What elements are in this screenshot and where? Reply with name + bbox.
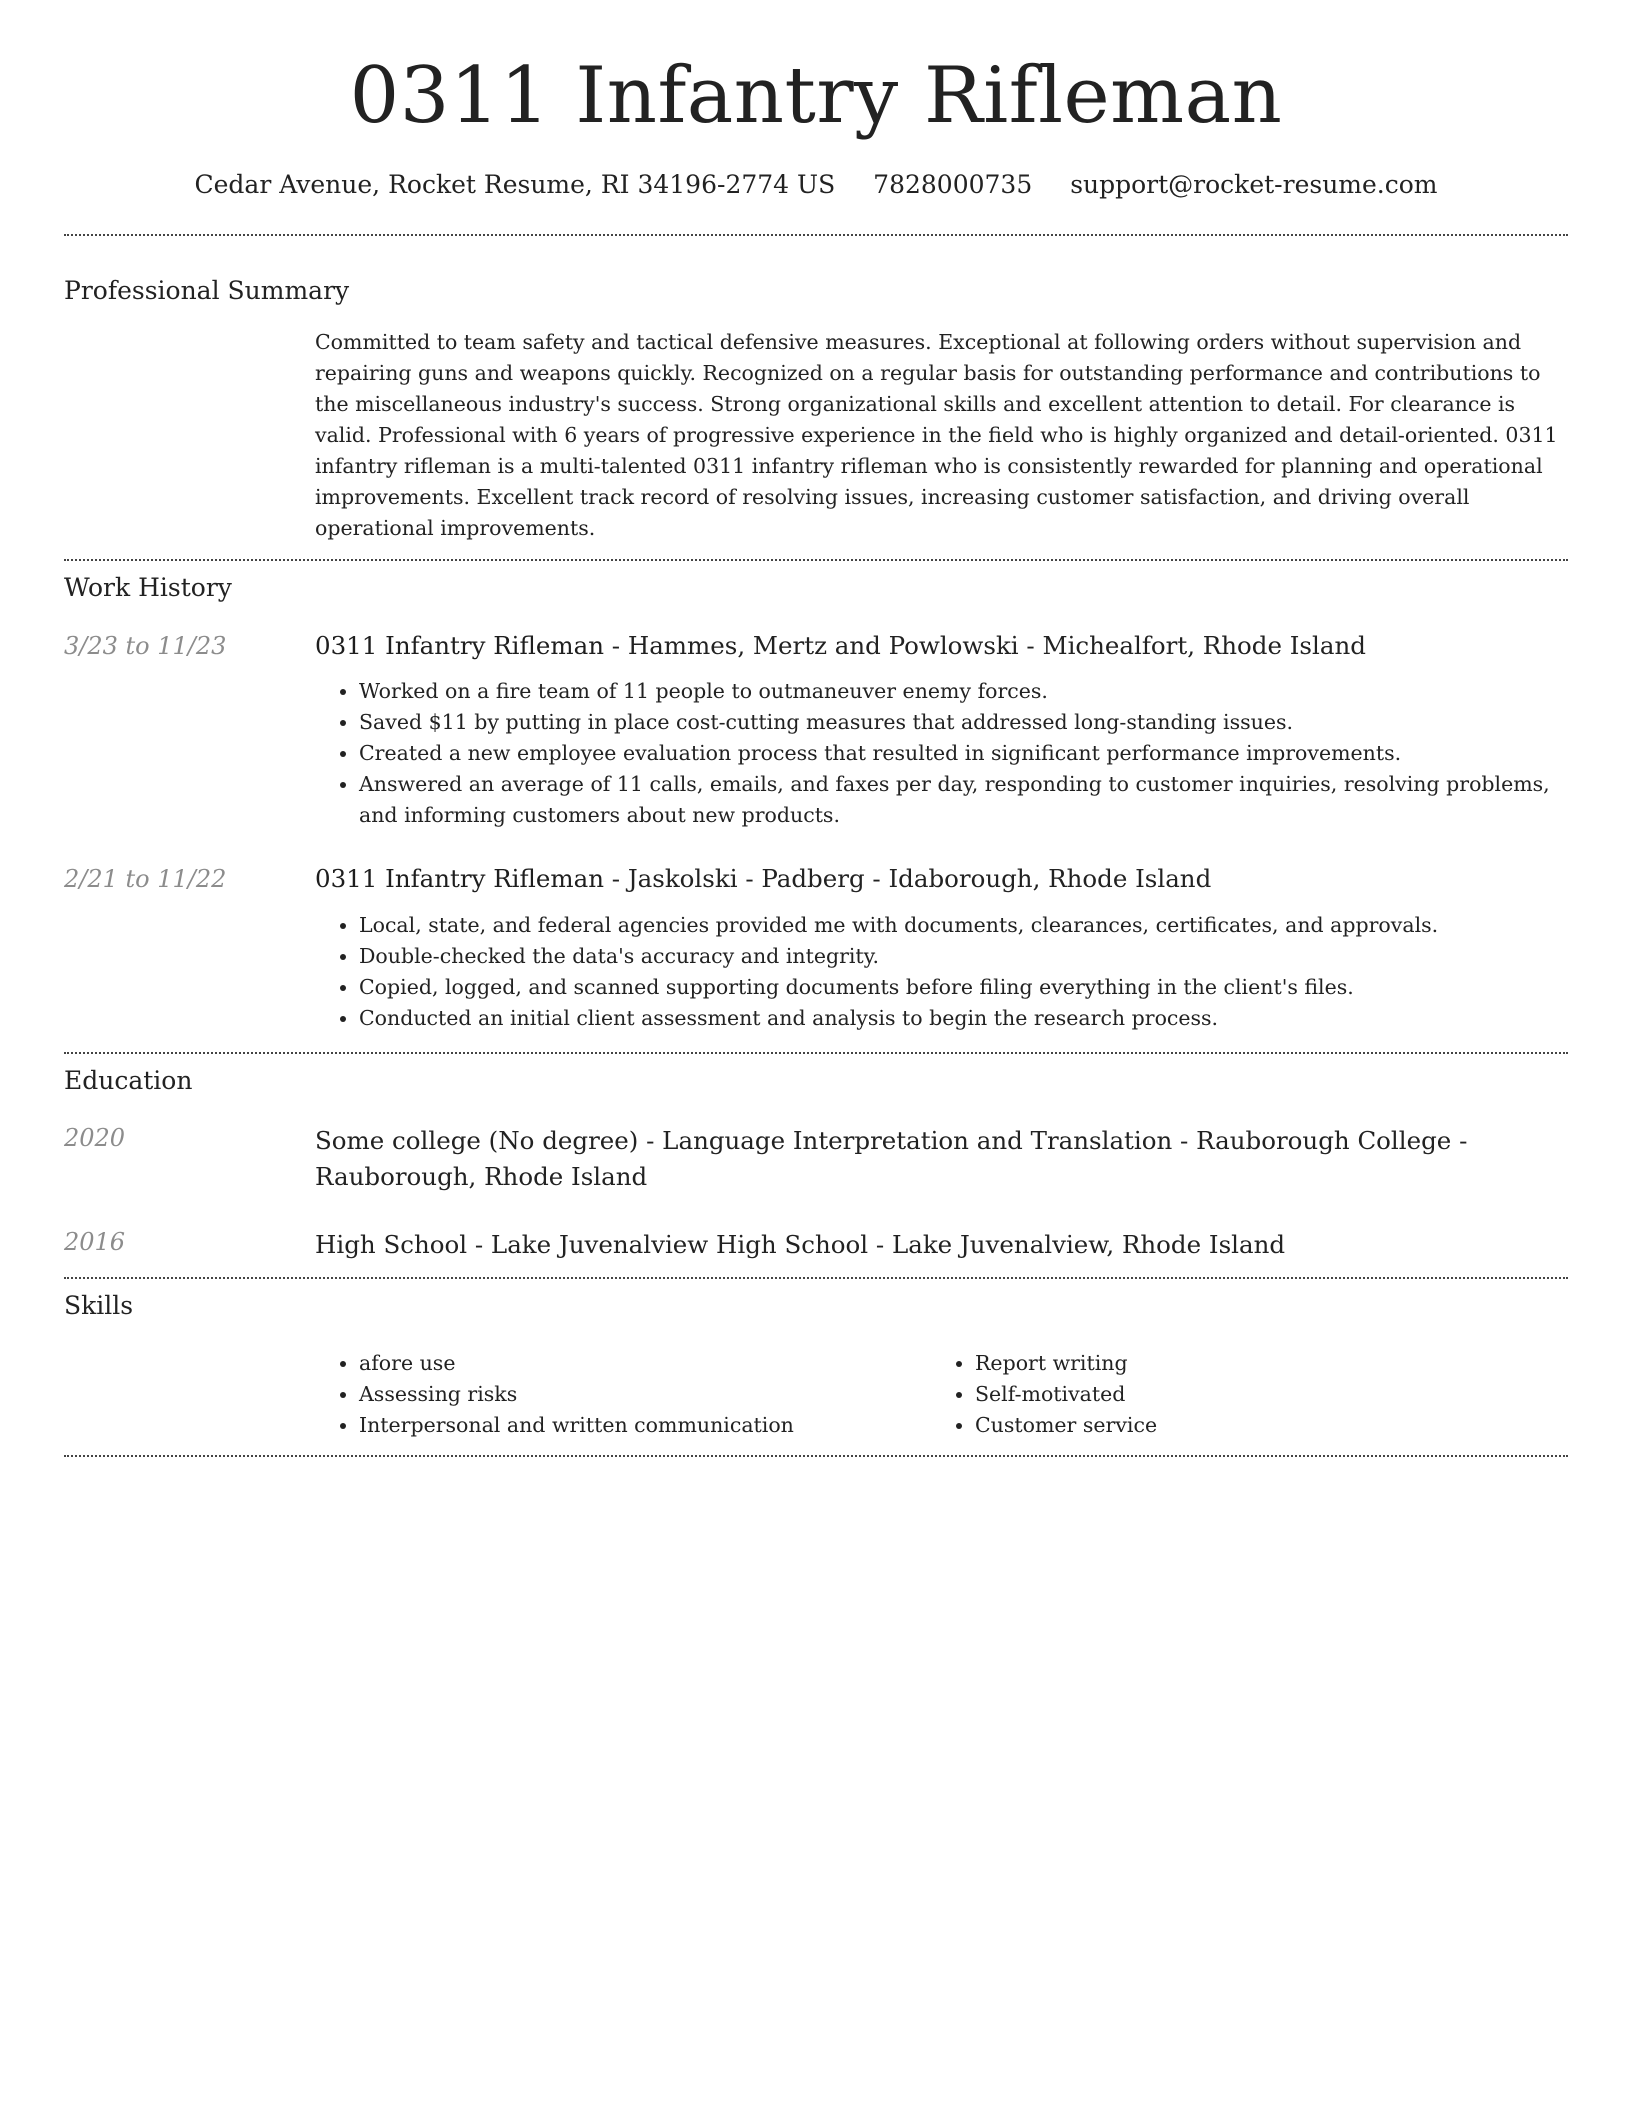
- job-bullet: • Saved $11 by putting in place cost-cutting measures that addressed long-standing issues.: [359, 707, 1568, 738]
- skills-column: [931, 1348, 1157, 1441]
- job-position: 0311 Infantry Rifleman: [315, 864, 604, 894]
- education-school: - Lake Juvenalview High School - Lake Juvenalview, Rhode Island: [467, 1229, 1286, 1259]
- job-bullet: • Worked on a fire team of 11 people to outmaneuver enemy forces.: [359, 676, 1568, 707]
- education-entry: [64, 1227, 1568, 1263]
- skill-item: • Assessing risks: [359, 1379, 931, 1410]
- job-bullet: • Double-checked the data's accuracy and integrity.: [359, 941, 1568, 972]
- summary-section: [64, 236, 1568, 544]
- skill-item: • Customer service: [975, 1410, 1157, 1441]
- skill-item: • Self-motivated: [975, 1379, 1157, 1410]
- education-entry: [64, 1123, 1568, 1195]
- skills-grid: [315, 1348, 1568, 1441]
- job-entry: [64, 864, 1568, 1034]
- job-position: 0311 Infantry Rifleman: [315, 630, 604, 660]
- skill-item: • Report writing: [975, 1348, 1157, 1379]
- phone: 7828000735: [873, 169, 1033, 199]
- job-bullet: • Copied, logged, and scanned supporting documents before filing everything in the client's files.: [359, 972, 1568, 1003]
- skills-column: [315, 1348, 931, 1441]
- candidate-name: 0311 Infantry Rifleman: [349, 51, 1283, 141]
- summary-text: Committed to team safety and tactical defensive measures. Exceptional at following orders without supervision and repairing guns and weapons quickly. Recognized on a regular basis for outstanding performance and contributions to the miscellaneous industry's success. Strong organizational skills and excellent attention to detail. For clearance is valid. Professional with 6 years of progressive experience in the field who is highly organized and detail-oriented. 0311 infantry rifleman is a multi-talented 0311 infantry rifleman who is consistently rewarded for planning and operational improvements. Excellent track record of resolving issues, increasing customer satisfaction, and driving overall operational improvements.: [315, 329, 1558, 540]
- job-employer-location: - Jaskolski - Padberg - Idaborough, Rhode Island: [603, 864, 1212, 894]
- address: Cedar Avenue, Rocket Resume, RI 34196-2774 US: [194, 169, 836, 199]
- job-bullet: • Created a new employee evaluation process that resulted in significant performance improvements.: [359, 738, 1568, 769]
- job-heading: [315, 631, 1568, 662]
- education-detail: [315, 1227, 1568, 1263]
- job-heading: [315, 864, 1568, 895]
- resume-page: [64, 0, 1568, 1457]
- job-employer-location: - Hammes, Mertz and Powlowski - Michealfort, Rhode Island: [603, 630, 1366, 660]
- job-bullets: [315, 910, 1568, 1034]
- education-detail: [315, 1123, 1568, 1195]
- education-degree: High School: [315, 1229, 468, 1259]
- education-section: [64, 1054, 1568, 1263]
- education-school: - Rauborough College - Rauborough, Rhode Island: [315, 1125, 1468, 1191]
- work-history-title: Work History: [64, 572, 232, 602]
- job-bullet: • Conducted an initial client assessment and analysis to begin the research process.: [359, 1003, 1568, 1034]
- job-bullets: [315, 676, 1568, 831]
- contact-line: [64, 170, 1568, 200]
- skills-divider: [64, 1455, 1568, 1457]
- email: support@rocket-resume.com: [1070, 169, 1438, 199]
- education-year: 2016: [64, 1227, 126, 1256]
- job-dates: 2/21 to 11/22: [64, 865, 227, 894]
- skills-section: [64, 1279, 1568, 1441]
- job-dates: 3/23 to 11/23: [64, 631, 227, 660]
- skill-item: • afore use: [359, 1348, 931, 1379]
- summary-title: Professional Summary: [64, 275, 350, 305]
- job-bullet: • Answered an average of 11 calls, emails, and faxes per day, responding to customer inquiries, resolving problems, and informing customers about new products.: [359, 769, 1568, 831]
- skills-title: Skills: [64, 1290, 134, 1320]
- education-title: Education: [64, 1065, 193, 1095]
- education-degree: Some college (No degree) - Language Interpretation and Translation: [315, 1125, 1173, 1155]
- job-entry: [64, 631, 1568, 832]
- work-history-section: [64, 561, 1568, 1034]
- skill-item: • Interpersonal and written communication: [359, 1410, 931, 1441]
- education-year: 2020: [64, 1123, 126, 1152]
- job-bullet: • Local, state, and federal agencies provided me with documents, clearances, certificates, and approvals.: [359, 910, 1568, 941]
